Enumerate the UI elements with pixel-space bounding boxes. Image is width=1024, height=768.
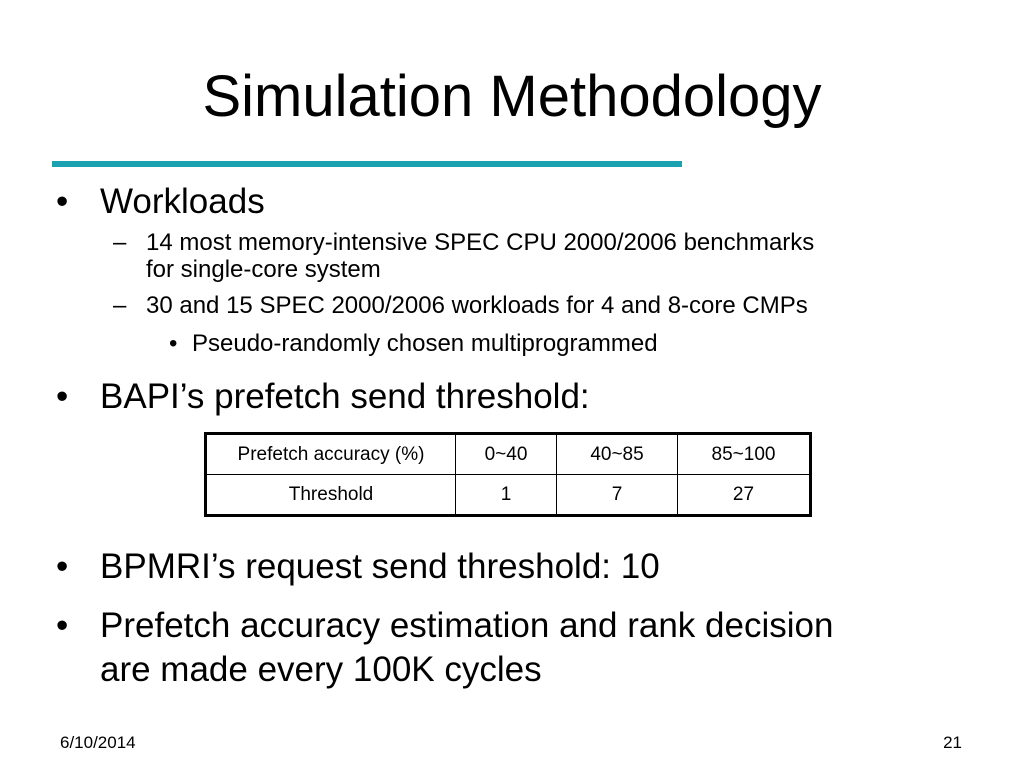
bullet-dot: • xyxy=(56,182,69,221)
table-cell: 27 xyxy=(678,475,811,516)
bullet-bpmri xyxy=(56,545,660,589)
sub-bullet-workloads-cmp-text: 30 and 15 SPEC 2000/2006 workloads for 4 and 8-core CMPs xyxy=(146,292,808,319)
table-cell: 40~85 xyxy=(557,434,678,475)
bullet-workloads-text: Workloads xyxy=(100,182,265,221)
bullet-accuracy-estimation xyxy=(56,604,834,692)
sub-bullet-workloads-cmp xyxy=(113,292,808,319)
table-cell: 85~100 xyxy=(678,434,811,475)
bullet-bpmri-text: BPMRI’s request send threshold: 10 xyxy=(100,547,660,586)
bullet-accuracy-line2: are made every 100K cycles xyxy=(100,650,542,689)
table-cell: 7 xyxy=(557,475,678,516)
table-cell: 0~40 xyxy=(456,434,557,475)
slide-title: Simulation Methodology xyxy=(202,64,822,129)
threshold-table xyxy=(204,432,812,517)
sub-bullet-benchmarks-line2: for single-core system xyxy=(146,256,381,283)
title-divider xyxy=(52,161,682,167)
footer-date: 6/10/2014 xyxy=(60,733,136,752)
footer-page-number: 21 xyxy=(943,733,962,752)
bullet-bapi-text: BAPI’s prefetch send threshold: xyxy=(100,377,590,416)
table-cell: 1 xyxy=(456,475,557,516)
bullet-dot: • xyxy=(56,547,69,586)
table-cell: Threshold xyxy=(206,475,456,516)
sub-bullet-benchmarks-line1: 14 most memory-intensive SPEC CPU 2000/2006 benchmarks xyxy=(146,229,815,256)
sub-bullet-benchmarks xyxy=(113,229,815,283)
bullet-dot: • xyxy=(56,606,69,645)
sub-bullet-dash: – xyxy=(113,292,127,319)
sub-sub-bullet-pseudo-random-text: Pseudo-randomly chosen multiprogrammed xyxy=(192,330,658,357)
table-cell: Prefetch accuracy (%) xyxy=(206,434,456,475)
table-header-row xyxy=(206,434,811,475)
sub-sub-bullet-dot: • xyxy=(169,330,178,357)
table-row xyxy=(206,475,811,516)
sub-bullet-dash: – xyxy=(113,229,127,256)
bullet-dot: • xyxy=(56,377,69,416)
bullet-bapi xyxy=(56,375,590,419)
bullet-workloads xyxy=(56,180,265,224)
sub-sub-bullet-pseudo-random xyxy=(169,330,658,358)
bullet-accuracy-line1: Prefetch accuracy estimation and rank decision xyxy=(100,606,834,645)
